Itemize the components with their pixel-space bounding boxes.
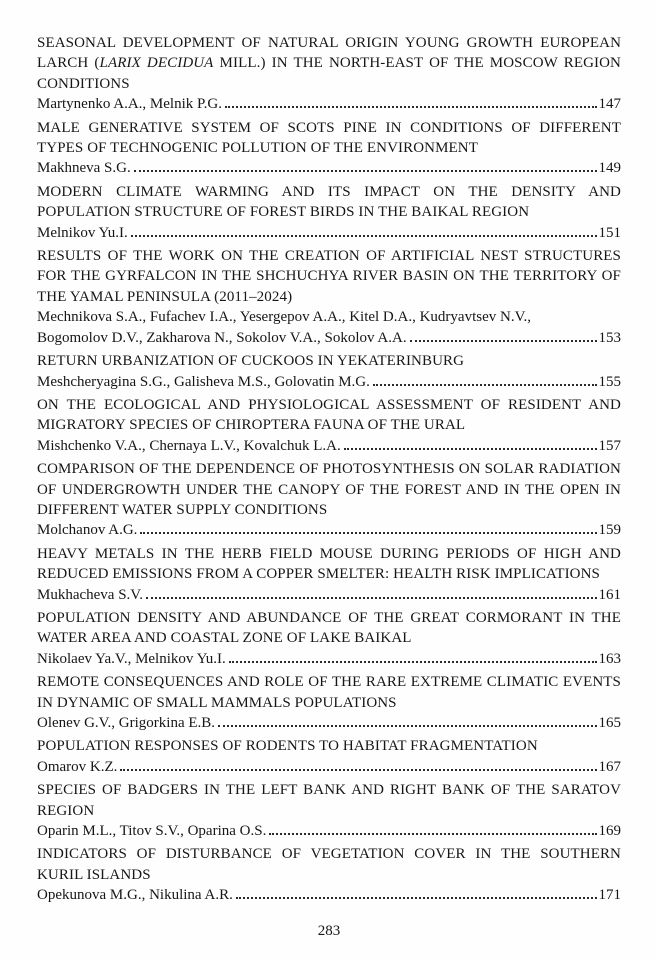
toc-entry — [37, 459, 621, 541]
entry-title-run: ON THE ECOLOGICAL AND PHYSIOLOGICAL ASSESSMENT OF RESIDENT AND MIGRATORY SPECIES OF CHIROPTERA FAUNA OF THE URAL — [37, 396, 621, 434]
entry-authors: Omarov K.Z. — [37, 758, 118, 775]
dotted-leader — [225, 106, 597, 108]
entry-author-line — [37, 713, 621, 733]
dotted-leader — [120, 769, 596, 771]
entry-title-run: POPULATION RESPONSES OF RODENTS TO HABITAT FRAGMENTATION — [37, 738, 538, 755]
entry-author-line — [37, 821, 621, 841]
entry-authors: Mishchenko V.A., Chernaya L.V., Kovalchuk L.A. — [37, 437, 341, 454]
entry-authors: Mechnikova S.A., Fufachev I.A., Yesergepov A.A., Kitel D.A., Kudryavtsev N.V., — [37, 309, 531, 326]
entry-title — [37, 182, 621, 223]
entry-title-run: SPECIES OF BADGERS IN THE LEFT BANK AND RIGHT BANK OF THE SARATOV REGION — [37, 782, 621, 819]
entry-author-line — [37, 757, 621, 777]
entry-page-number: 159 — [598, 522, 621, 539]
entry-page-number: 165 — [598, 715, 621, 731]
entry-author-line — [37, 158, 621, 178]
entry-page-number: 161 — [598, 586, 621, 603]
entry-authors: Martynenko A.A., Melnik P.G. — [37, 96, 222, 113]
entry-title-run: REMOTE CONSEQUENCES AND ROLE OF THE RARE EXTREME CLIMATIC EVENTS IN DYNAMIC OF SMALL MAMMALS POPULATIONS — [37, 674, 621, 711]
toc-entry — [37, 351, 621, 392]
entry-author-line — [37, 885, 621, 905]
entry-page-number: 153 — [598, 329, 621, 346]
entry-page-number: 171 — [598, 887, 621, 904]
entry-title-italic-run: LARIX DECIDUA — [99, 55, 214, 72]
entry-authors: Oparin M.L., Titov S.V., Oparina O.S. — [37, 823, 267, 840]
toc-entry — [37, 672, 621, 733]
entry-page-number: 163 — [598, 650, 621, 667]
entry-title — [37, 736, 621, 756]
entry-title — [37, 544, 621, 585]
dotted-leader — [134, 170, 597, 172]
entry-authors: Olenev G.V., Grigorkina E.B. — [37, 715, 216, 731]
entry-author-line — [37, 436, 621, 456]
entry-title-run: MODERN CLIMATE WARMING AND ITS IMPACT ON THE DENSITY AND POPULATION STRUCTURE OF FOREST BIRDS IN THE BAIKAL REGION — [37, 183, 621, 221]
toc-entry-list — [37, 33, 621, 906]
entry-author-line — [37, 520, 621, 540]
entry-authors: Mukhacheva S.V. — [37, 586, 143, 603]
entry-page-number: 147 — [598, 96, 621, 113]
entry-title-run: SEASONAL DEVELOPMENT OF NATURAL ORIGIN YOUNG GROWTH EUROPEAN LARCH ( — [37, 35, 621, 72]
entry-title — [37, 246, 621, 307]
entry-title-run: HEAVY METALS IN THE HERB FIELD MOUSE DURING PERIODS OF HIGH AND REDUCED EMISSIONS FROM A COPPER SMELTER: HEALTH RISK IMPLICATIONS — [37, 545, 621, 583]
entry-title-run: RETURN URBANIZATION OF CUCKOOS IN YEKATERINBURG — [37, 353, 465, 370]
entry-page-number: 151 — [598, 224, 621, 241]
entry-authors: Molchanov A.G. — [37, 522, 138, 539]
entry-title-run: RESULTS OF THE WORK ON THE CREATION OF ARTIFICIAL NEST STRUCTURES FOR THE GYRFALCON IN THE SHCHUCHYA RIVER BASIN ON THE TERRITORY OF THE YAMAL PENINSULA (2011–2024) — [37, 248, 621, 305]
toc-entry — [37, 780, 621, 841]
entry-authors: Bogomolov D.V., Zakharova N., Sokolov V.A., Sokolov A.A. — [37, 329, 407, 346]
dotted-leader — [373, 384, 597, 386]
dotted-leader — [269, 833, 596, 835]
dotted-leader — [344, 448, 597, 450]
toc-entry — [37, 736, 621, 777]
toc-entry — [37, 844, 621, 905]
dotted-leader — [236, 897, 597, 899]
toc-entry — [37, 118, 621, 179]
entry-title — [37, 608, 621, 649]
entry-page-number: 149 — [598, 160, 621, 177]
toc-entry — [37, 544, 621, 605]
toc-entry — [37, 246, 621, 348]
entry-title-run: COMPARISON OF THE DEPENDENCE OF PHOTOSYNTHESIS ON SOLAR RADIATION OF UNDERGROWTH UNDER THE CANOPY OF THE FOREST AND IN THE OPEN IN DIFFERENT WATER SUPPLY CONDITIONS — [37, 461, 621, 518]
entry-title — [37, 672, 621, 713]
entry-page-number: 157 — [598, 437, 621, 454]
entry-authors: Meshcheryagina S.G., Galisheva M.S., Golovatin M.G. — [37, 373, 370, 390]
toc-entry — [37, 33, 621, 115]
dotted-leader — [131, 235, 597, 237]
entry-author-line — [37, 372, 621, 392]
entry-title — [37, 118, 621, 159]
entry-title — [37, 33, 621, 94]
dotted-leader — [140, 532, 596, 534]
dotted-leader — [218, 725, 596, 727]
page-footer-number: 283 — [317, 922, 341, 939]
entry-author-line — [37, 328, 621, 348]
entry-title-run: MALE GENERATIVE SYSTEM OF SCOTS PINE IN CONDITIONS OF DIFFERENT TYPES OF TECHNOGENIC POLLUTION OF THE ENVIRONMENT — [37, 119, 621, 157]
entry-title — [37, 780, 621, 821]
entry-page-number: 155 — [598, 373, 621, 390]
entry-title — [37, 351, 621, 371]
dotted-leader — [410, 340, 597, 342]
entry-author-line — [37, 585, 621, 605]
entry-title-run: POPULATION DENSITY AND ABUNDANCE OF THE GREAT CORMORANT IN THE WATER AREA AND COASTAL ZONE OF LAKE BAIKAL — [37, 609, 621, 647]
entry-author-line — [37, 94, 621, 114]
entry-authors: Melnikov Yu.I. — [37, 224, 128, 241]
entry-title-run: MILL.) IN THE NORTH-EAST OF THE MOSCOW REGION CONDITIONS — [37, 55, 621, 92]
entry-author-line — [37, 649, 621, 669]
entry-title — [37, 459, 621, 520]
entry-author-line — [37, 307, 621, 327]
entry-author-line — [37, 223, 621, 243]
entry-page-number: 167 — [598, 758, 621, 775]
dotted-leader — [229, 661, 597, 663]
entry-authors: Opekunova M.G., Nikulina A.R. — [37, 887, 233, 904]
toc-entry — [37, 182, 621, 243]
toc-entry — [37, 608, 621, 669]
entry-title-run: INDICATORS OF DISTURBANCE OF VEGETATION COVER IN THE SOUTHERN KURIL ISLANDS — [37, 846, 621, 883]
entry-authors: Makhneva S.G. — [37, 160, 131, 177]
entry-page-number: 169 — [598, 823, 621, 840]
entry-title — [37, 395, 621, 436]
entry-authors: Nikolaev Ya.V., Melnikov Yu.I. — [37, 650, 226, 667]
entry-title — [37, 844, 621, 885]
dotted-leader — [146, 597, 597, 599]
toc-entry — [37, 395, 621, 456]
